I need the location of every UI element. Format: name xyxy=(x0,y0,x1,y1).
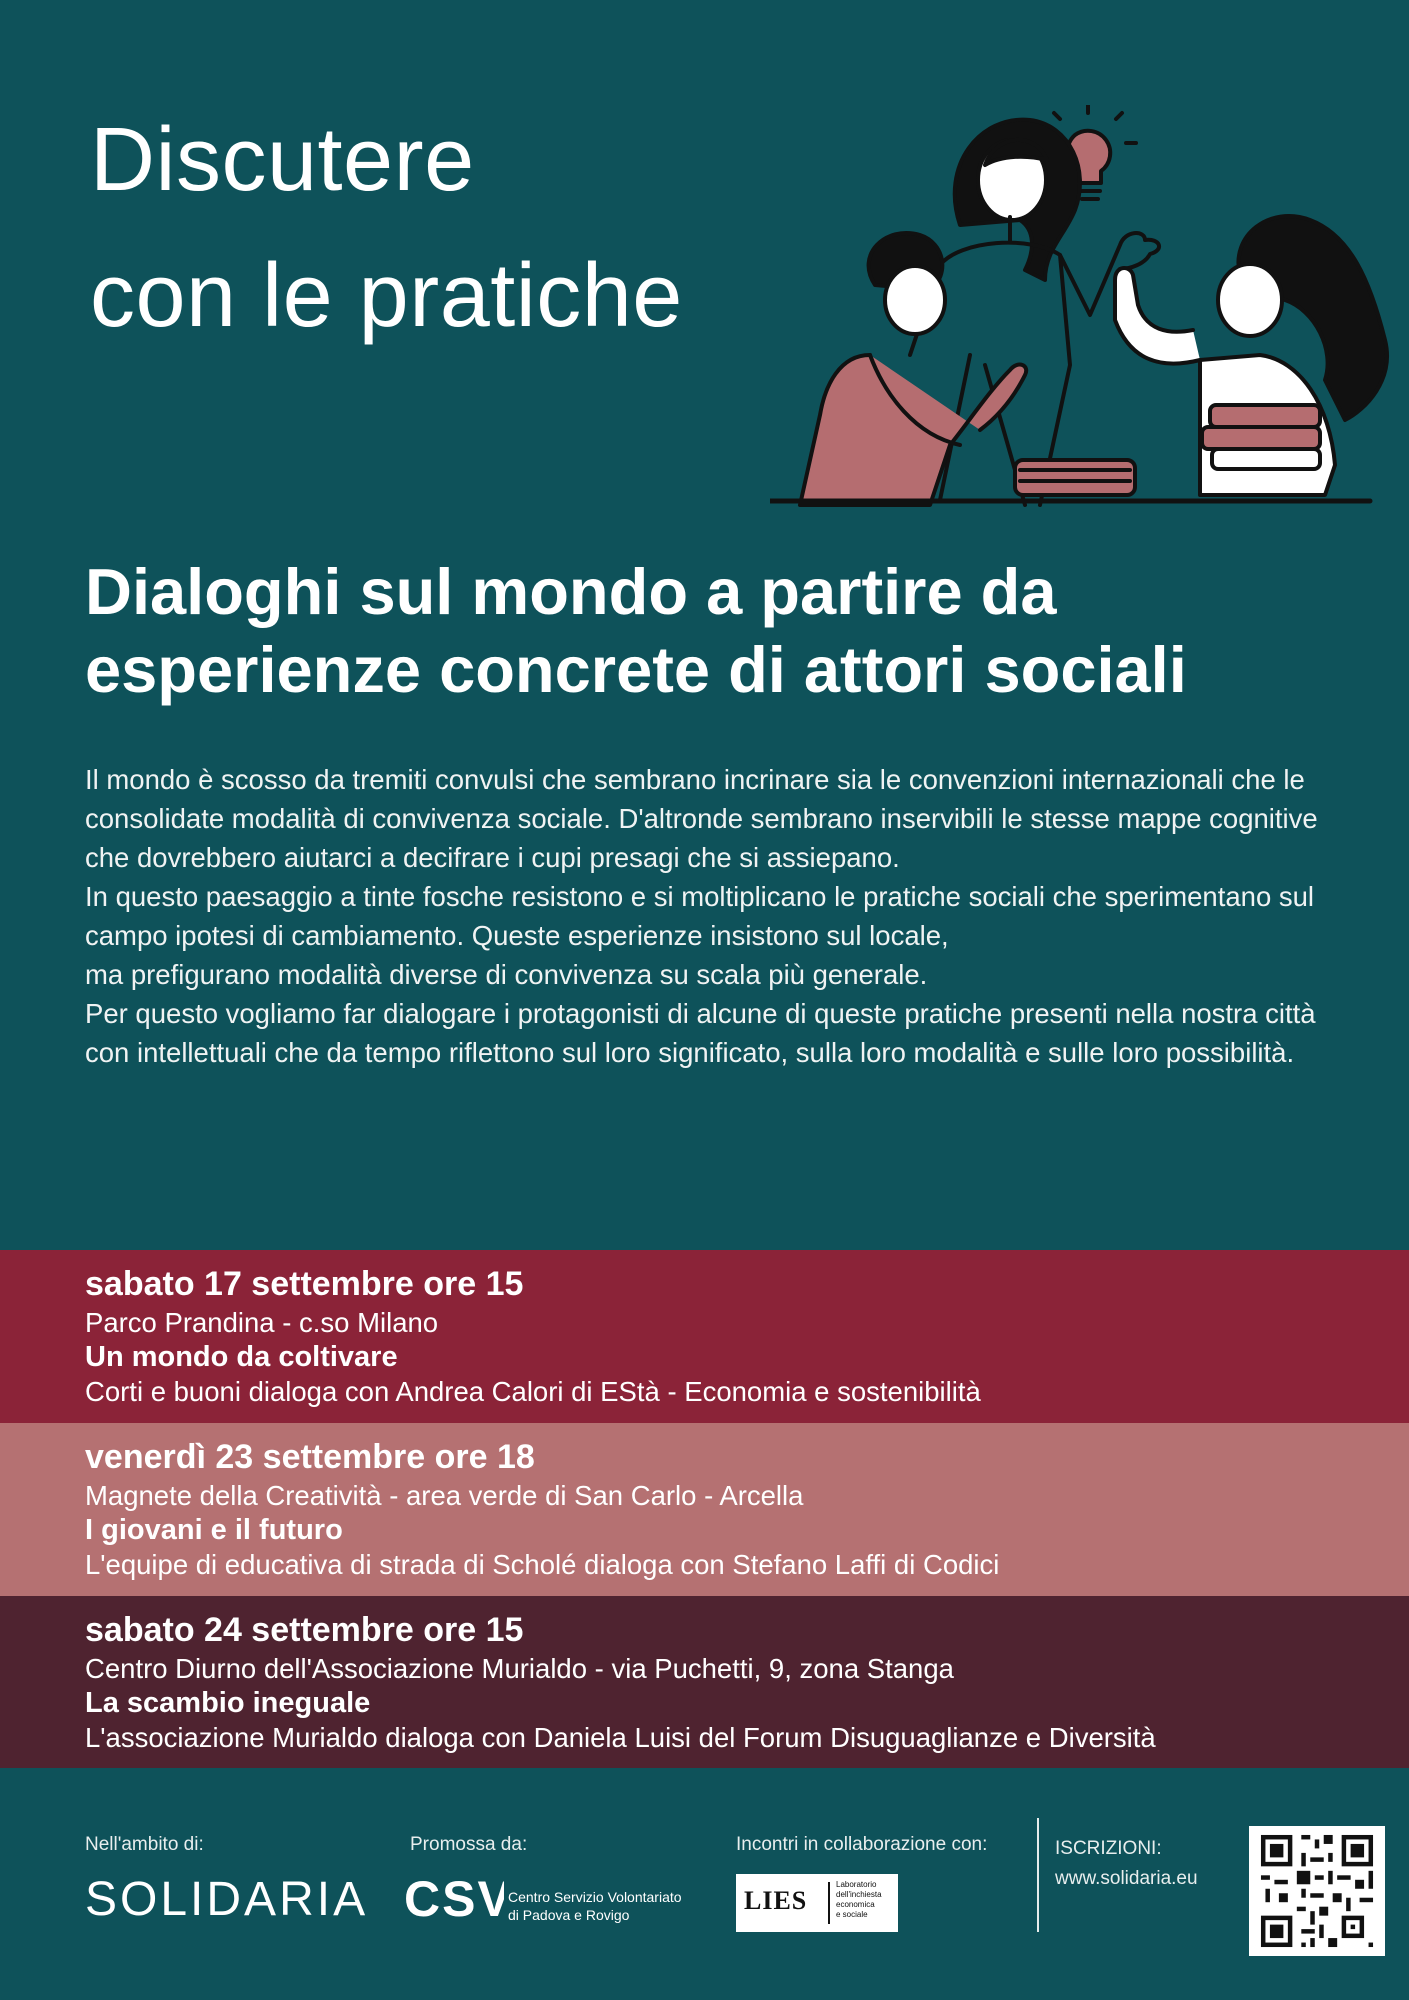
event-place: Parco Prandina - c.so Milano xyxy=(85,1307,439,1338)
event-dialog: L'equipe di educativa di strada di Scholé dialoga con Stefano Laffi di Codici xyxy=(85,1549,1000,1580)
people-discussion-illustration xyxy=(770,105,1390,515)
lies-sub-line: dell'inchiesta xyxy=(836,1890,882,1899)
event-dialog: Corti e buoni dialoga con Andrea Calori di EStà - Economia e sostenibilità xyxy=(85,1376,981,1407)
title-line-2: con le pratiche xyxy=(90,246,683,346)
lies-divider xyxy=(828,1882,830,1924)
event-place: Magnete della Creatività - area verde di San Carlo - Arcella xyxy=(85,1480,804,1511)
qr-code-icon xyxy=(1249,1826,1385,1956)
event-date: sabato 24 settembre ore 15 xyxy=(85,1611,524,1649)
intro-paragraph: In questo paesaggio a tinte fosche resistono e si moltiplicano le pratiche sociali che sperimentano sul campo ipotesi di cambiamento. Queste esperienze insistono sul locale, xyxy=(85,881,1315,951)
page-title xyxy=(90,92,683,364)
csv-line-1: Centro Servizio Volontariato xyxy=(508,1889,682,1905)
intro-paragraph: ma prefigurano modalità diverse di convivenza su scala più generale. xyxy=(85,959,928,990)
event-block xyxy=(0,1250,1409,1423)
csv-logo-icon xyxy=(404,1870,504,1926)
intro-paragraph: Per questo vogliamo far dialogare i protagonisti di alcune di queste pratiche presenti nella nostra città con intellettuali che da tempo riflettono sul loro significato, sulla loro modalità e sulle loro possibilità. xyxy=(85,998,1316,1068)
csv-line-2: di Padova e Rovigo xyxy=(508,1907,630,1923)
event-place: Centro Diurno dell'Associazione Murialdo - via Puchetti, 9, zona Stanga xyxy=(85,1653,954,1684)
collab-label: Incontri in collaborazione con: xyxy=(736,1834,988,1855)
lies-sub-line: Laboratorio xyxy=(836,1880,877,1889)
promossa-label: Promossa da: xyxy=(410,1834,528,1855)
lies-logo-text: LIES xyxy=(744,1886,808,1915)
intro-paragraph: Il mondo è scosso da tremiti convulsi che sembrano incrinare sia le convenzioni internazionali che le consolidate modalità di convivenza sociale. D'altronde sembrano inservibili le stesse mappe cognitive che dovrebbero aiutarci a decifrare i cupi presagi che si assiepano. xyxy=(85,764,1318,873)
csv-logo xyxy=(404,1870,504,1931)
ambito-label: Nell'ambito di: xyxy=(85,1834,204,1855)
subtitle xyxy=(85,553,1385,709)
event-date: venerdì 23 settembre ore 18 xyxy=(85,1438,535,1476)
event-block xyxy=(0,1423,1409,1596)
iscrizioni-link[interactable]: www.solidaria.eu xyxy=(1055,1868,1198,1889)
csv-name xyxy=(508,1888,682,1924)
lies-sub-line: economica xyxy=(836,1900,875,1909)
lies-subtext xyxy=(836,1880,882,1920)
intro-text xyxy=(85,760,1335,1072)
event-topic: Un mondo da coltivare xyxy=(85,1341,398,1373)
csv-logo-text: CSV xyxy=(404,1871,504,1926)
iscrizioni-label: ISCRIZIONI: xyxy=(1055,1838,1162,1859)
lies-logo xyxy=(736,1874,898,1932)
title-line-1: Discutere xyxy=(90,110,475,210)
subtitle-line-2: esperienze concrete di attori sociali xyxy=(85,633,1187,706)
event-topic: La scambio ineguale xyxy=(85,1687,371,1719)
lies-sub-line: e sociale xyxy=(836,1910,868,1919)
iscrizioni xyxy=(1055,1834,1198,1894)
event-date: sabato 17 settembre ore 15 xyxy=(85,1265,524,1303)
solidaria-logo: SOLIDARIA xyxy=(85,1873,369,1926)
qr-code[interactable] xyxy=(1249,1826,1385,1956)
footer-divider xyxy=(1037,1818,1039,1932)
event-topic: I giovani e il futuro xyxy=(85,1514,343,1546)
event-block xyxy=(0,1596,1409,1768)
event-dialog: L'associazione Murialdo dialoga con Daniela Luisi del Forum Disuguaglianze e Diversità xyxy=(85,1722,1156,1753)
subtitle-line-1: Dialoghi sul mondo a partire da xyxy=(85,555,1057,628)
